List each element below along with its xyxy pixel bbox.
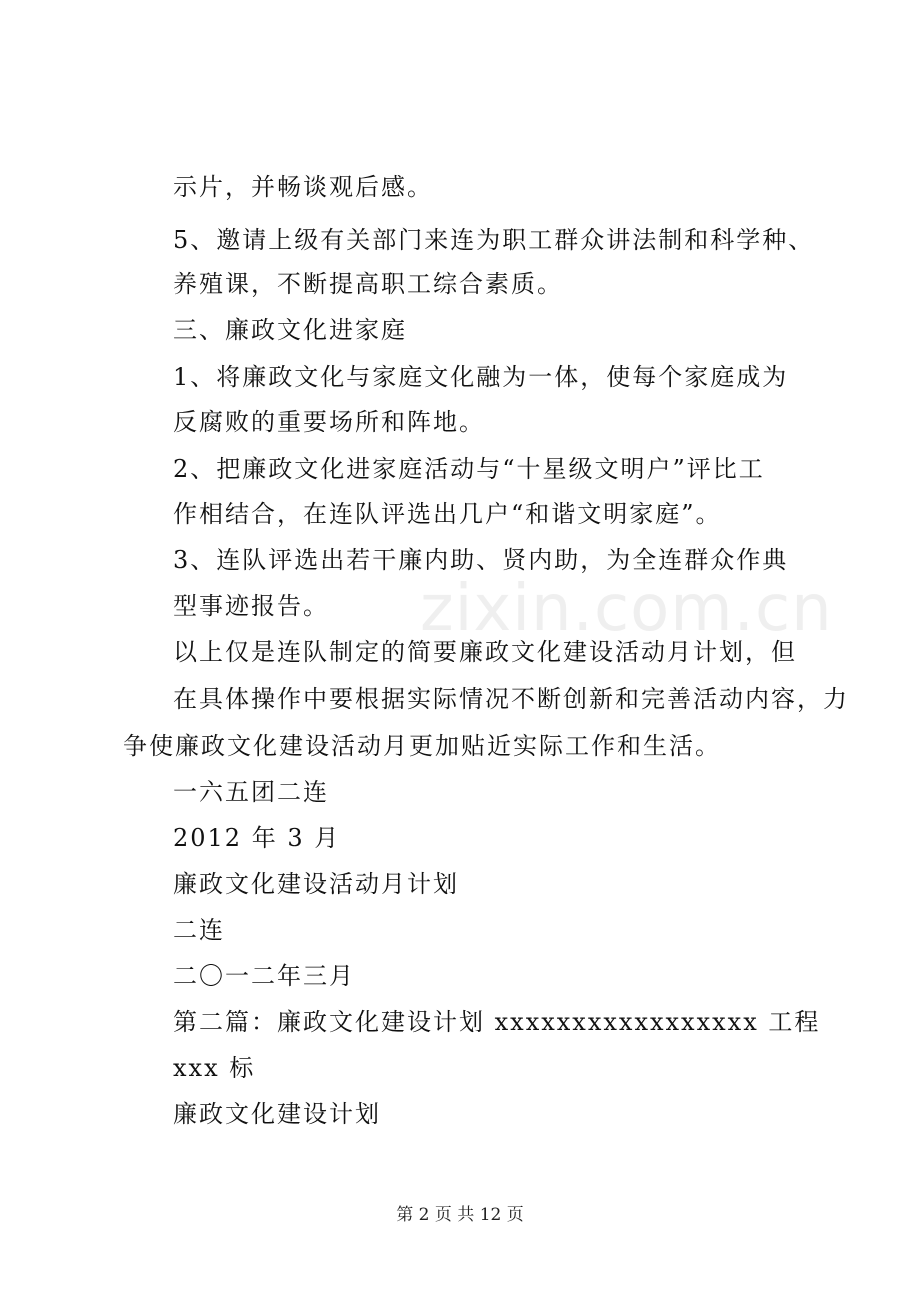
body-line-5: 1、将廉政文化与家庭文化融为一体，使每个家庭成为 xyxy=(173,363,789,391)
signature-unit: 一六五团二连 xyxy=(173,778,329,806)
plan-title: 廉政文化建设活动月计划 xyxy=(173,870,459,898)
body-line-3: 养殖课，不断提高职工综合素质。 xyxy=(173,270,563,298)
section-heading-3: 三、廉政文化进家庭 xyxy=(173,316,407,344)
watermark-text: zixin.com.cn xyxy=(420,572,833,646)
body-line-13: 争使廉政文化建设活动月更加贴近实际工作和生活。 xyxy=(123,732,721,760)
body-line-2: 5、邀请上级有关部门来连为职工群众讲法制和科学种、 xyxy=(173,226,815,254)
body-line-7: 2、把廉政文化进家庭活动与“十星级文明户”评比工 xyxy=(173,455,765,483)
body-line-1: 示片，并畅谈观后感。 xyxy=(173,173,433,201)
body-line-10: 型事迹报告。 xyxy=(173,592,329,620)
body-line-6: 反腐败的重要场所和阵地。 xyxy=(173,408,485,436)
signature-date: 2012 年 3 月 xyxy=(173,824,341,852)
plan-unit: 二连 xyxy=(173,916,225,944)
chapter-heading-2-cont: xxx 标 xyxy=(173,1054,256,1082)
plan-date: 二〇一二年三月 xyxy=(173,962,355,990)
body-line-12: 在具体操作中要根据实际情况不断创新和完善活动内容，力 xyxy=(173,685,849,713)
body-line-8: 作相结合，在连队评选出几户“和谐文明家庭”。 xyxy=(173,500,722,528)
chapter-subtitle: 廉政文化建设计划 xyxy=(173,1100,381,1128)
page-footer: 第 2 页 共 12 页 xyxy=(396,1205,524,1225)
body-line-11: 以上仅是连队制定的简要廉政文化建设活动月计划，但 xyxy=(173,638,797,666)
body-line-9: 3、连队评选出若干廉内助、贤内助，为全连群众作典 xyxy=(173,546,789,574)
chapter-heading-2: 第二篇：廉政文化建设计划 xxxxxxxxxxxxxxxxx 工程 xyxy=(173,1008,821,1036)
